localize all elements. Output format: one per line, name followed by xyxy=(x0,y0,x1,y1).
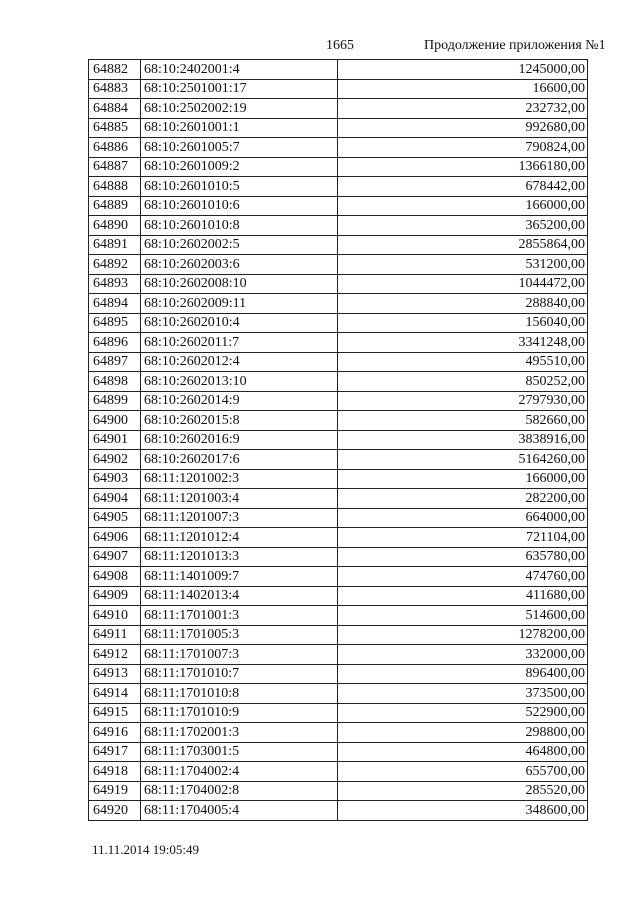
row-number: 64919 xyxy=(89,781,141,801)
table-row xyxy=(89,391,588,411)
cadastral-number: 68:10:2602015:8 xyxy=(141,411,338,431)
cadastral-value: 166000,00 xyxy=(338,196,588,216)
cadastral-value: 655700,00 xyxy=(338,762,588,782)
row-number: 64889 xyxy=(89,196,141,216)
cadastral-value: 282200,00 xyxy=(338,489,588,509)
row-number: 64888 xyxy=(89,177,141,197)
table-row xyxy=(89,625,588,645)
cadastral-number: 68:10:2602017:6 xyxy=(141,450,338,470)
cadastral-number: 68:11:1201003:4 xyxy=(141,489,338,509)
cadastral-number: 68:11:1201007:3 xyxy=(141,508,338,528)
row-number: 64898 xyxy=(89,372,141,392)
row-number: 64895 xyxy=(89,313,141,333)
appendix-continuation-label: Продолжение приложения №1 xyxy=(424,38,606,53)
table-row xyxy=(89,606,588,626)
cadastral-value: 232732,00 xyxy=(338,99,588,119)
cadastral-number: 68:11:1201013:3 xyxy=(141,547,338,567)
row-number: 64886 xyxy=(89,138,141,158)
cadastral-value-table xyxy=(88,59,588,821)
cadastral-value: 2855864,00 xyxy=(338,235,588,255)
table-row xyxy=(89,567,588,587)
cadastral-number: 68:10:2601010:6 xyxy=(141,196,338,216)
table-row xyxy=(89,781,588,801)
table-row xyxy=(89,177,588,197)
table-row xyxy=(89,742,588,762)
cadastral-value: 721104,00 xyxy=(338,528,588,548)
table-row xyxy=(89,762,588,782)
table-row xyxy=(89,313,588,333)
cadastral-value: 1366180,00 xyxy=(338,157,588,177)
row-number: 64890 xyxy=(89,216,141,236)
cadastral-number: 68:10:2402001:4 xyxy=(141,60,338,80)
table-row xyxy=(89,430,588,450)
table-row xyxy=(89,645,588,665)
cadastral-number: 68:10:2602014:9 xyxy=(141,391,338,411)
row-number: 64892 xyxy=(89,255,141,275)
row-number: 64918 xyxy=(89,762,141,782)
cadastral-number: 68:10:2501001:17 xyxy=(141,79,338,99)
cadastral-number: 68:11:1701007:3 xyxy=(141,645,338,665)
table-row xyxy=(89,157,588,177)
row-number: 64916 xyxy=(89,723,141,743)
table-row xyxy=(89,216,588,236)
table-row xyxy=(89,79,588,99)
row-number: 64882 xyxy=(89,60,141,80)
row-number: 64904 xyxy=(89,489,141,509)
row-number: 64891 xyxy=(89,235,141,255)
row-number: 64917 xyxy=(89,742,141,762)
cadastral-number: 68:11:1401009:7 xyxy=(141,567,338,587)
cadastral-number: 68:11:1701010:8 xyxy=(141,684,338,704)
cadastral-value: 166000,00 xyxy=(338,469,588,489)
row-number: 64885 xyxy=(89,118,141,138)
table-row xyxy=(89,586,588,606)
cadastral-number: 68:10:2601009:2 xyxy=(141,157,338,177)
table-row xyxy=(89,664,588,684)
cadastral-number: 68:10:2601010:8 xyxy=(141,216,338,236)
table-row xyxy=(89,99,588,119)
table-row xyxy=(89,684,588,704)
cadastral-value: 3341248,00 xyxy=(338,333,588,353)
cadastral-number: 68:11:1402013:4 xyxy=(141,586,338,606)
row-number: 64911 xyxy=(89,625,141,645)
cadastral-number: 68:11:1701005:3 xyxy=(141,625,338,645)
cadastral-value: 348600,00 xyxy=(338,801,588,821)
row-number: 64896 xyxy=(89,333,141,353)
cadastral-number: 68:10:2602016:9 xyxy=(141,430,338,450)
cadastral-number: 68:11:1704002:4 xyxy=(141,762,338,782)
table-row xyxy=(89,138,588,158)
cadastral-number: 68:10:2602012:4 xyxy=(141,352,338,372)
cadastral-number: 68:11:1702001:3 xyxy=(141,723,338,743)
cadastral-number: 68:11:1201002:3 xyxy=(141,469,338,489)
cadastral-value: 635780,00 xyxy=(338,547,588,567)
table-row xyxy=(89,255,588,275)
cadastral-number: 68:10:2601001:1 xyxy=(141,118,338,138)
table-row xyxy=(89,450,588,470)
cadastral-value: 16600,00 xyxy=(338,79,588,99)
row-number: 64894 xyxy=(89,294,141,314)
cadastral-value: 298800,00 xyxy=(338,723,588,743)
cadastral-value: 896400,00 xyxy=(338,664,588,684)
cadastral-number: 68:11:1703001:5 xyxy=(141,742,338,762)
cadastral-value: 582660,00 xyxy=(338,411,588,431)
cadastral-number: 68:11:1701010:7 xyxy=(141,664,338,684)
cadastral-number: 68:10:2601005:7 xyxy=(141,138,338,158)
table-row xyxy=(89,528,588,548)
cadastral-value: 288840,00 xyxy=(338,294,588,314)
table-row xyxy=(89,235,588,255)
row-number: 64887 xyxy=(89,157,141,177)
row-number: 64908 xyxy=(89,567,141,587)
cadastral-number: 68:10:2602011:7 xyxy=(141,333,338,353)
cadastral-value: 373500,00 xyxy=(338,684,588,704)
cadastral-value: 678442,00 xyxy=(338,177,588,197)
cadastral-value: 992680,00 xyxy=(338,118,588,138)
table-row xyxy=(89,118,588,138)
table-row xyxy=(89,469,588,489)
cadastral-number: 68:10:2602003:6 xyxy=(141,255,338,275)
print-timestamp: 11.11.2014 19:05:49 xyxy=(92,842,200,857)
cadastral-value: 514600,00 xyxy=(338,606,588,626)
cadastral-number: 68:10:2602008:10 xyxy=(141,274,338,294)
cadastral-value: 1044472,00 xyxy=(338,274,588,294)
row-number: 64912 xyxy=(89,645,141,665)
table-row xyxy=(89,703,588,723)
row-number: 64883 xyxy=(89,79,141,99)
cadastral-number: 68:11:1701010:9 xyxy=(141,703,338,723)
row-number: 64920 xyxy=(89,801,141,821)
cadastral-value: 156040,00 xyxy=(338,313,588,333)
cadastral-value: 332000,00 xyxy=(338,645,588,665)
row-number: 64907 xyxy=(89,547,141,567)
page-number: 1665 xyxy=(326,38,354,53)
row-number: 64899 xyxy=(89,391,141,411)
cadastral-value: 411680,00 xyxy=(338,586,588,606)
table-row xyxy=(89,508,588,528)
row-number: 64906 xyxy=(89,528,141,548)
row-number: 64884 xyxy=(89,99,141,119)
cadastral-value: 522900,00 xyxy=(338,703,588,723)
cadastral-number: 68:10:2502002:19 xyxy=(141,99,338,119)
cadastral-number: 68:10:2601010:5 xyxy=(141,177,338,197)
row-number: 64905 xyxy=(89,508,141,528)
cadastral-value: 464800,00 xyxy=(338,742,588,762)
cadastral-value: 365200,00 xyxy=(338,216,588,236)
row-number: 64913 xyxy=(89,664,141,684)
row-number: 64915 xyxy=(89,703,141,723)
row-number: 64910 xyxy=(89,606,141,626)
cadastral-number: 68:11:1701001:3 xyxy=(141,606,338,626)
cadastral-number: 68:11:1704005:4 xyxy=(141,801,338,821)
table-row xyxy=(89,274,588,294)
row-number: 64903 xyxy=(89,469,141,489)
cadastral-value: 664000,00 xyxy=(338,508,588,528)
row-number: 64914 xyxy=(89,684,141,704)
cadastral-value: 474760,00 xyxy=(338,567,588,587)
table-row xyxy=(89,411,588,431)
cadastral-number: 68:10:2602002:5 xyxy=(141,235,338,255)
table-row xyxy=(89,333,588,353)
cadastral-number: 68:10:2602010:4 xyxy=(141,313,338,333)
cadastral-value: 285520,00 xyxy=(338,781,588,801)
cadastral-number: 68:10:2602009:11 xyxy=(141,294,338,314)
table-row xyxy=(89,60,588,80)
row-number: 64893 xyxy=(89,274,141,294)
cadastral-value: 850252,00 xyxy=(338,372,588,392)
cadastral-value: 495510,00 xyxy=(338,352,588,372)
cadastral-number: 68:11:1201012:4 xyxy=(141,528,338,548)
row-number: 64901 xyxy=(89,430,141,450)
table-row xyxy=(89,801,588,821)
cadastral-value: 1278200,00 xyxy=(338,625,588,645)
cadastral-value: 790824,00 xyxy=(338,138,588,158)
row-number: 64900 xyxy=(89,411,141,431)
cadastral-value: 531200,00 xyxy=(338,255,588,275)
table-row xyxy=(89,723,588,743)
table-row xyxy=(89,294,588,314)
table-row xyxy=(89,196,588,216)
row-number: 64902 xyxy=(89,450,141,470)
table-row xyxy=(89,352,588,372)
table-row xyxy=(89,489,588,509)
cadastral-value: 2797930,00 xyxy=(338,391,588,411)
table-row xyxy=(89,372,588,392)
cadastral-number: 68:10:2602013:10 xyxy=(141,372,338,392)
cadastral-number: 68:11:1704002:8 xyxy=(141,781,338,801)
row-number: 64909 xyxy=(89,586,141,606)
table-row xyxy=(89,547,588,567)
row-number: 64897 xyxy=(89,352,141,372)
cadastral-value: 1245000,00 xyxy=(338,60,588,80)
table-body xyxy=(89,60,588,821)
cadastral-value: 5164260,00 xyxy=(338,450,588,470)
cadastral-value: 3838916,00 xyxy=(338,430,588,450)
